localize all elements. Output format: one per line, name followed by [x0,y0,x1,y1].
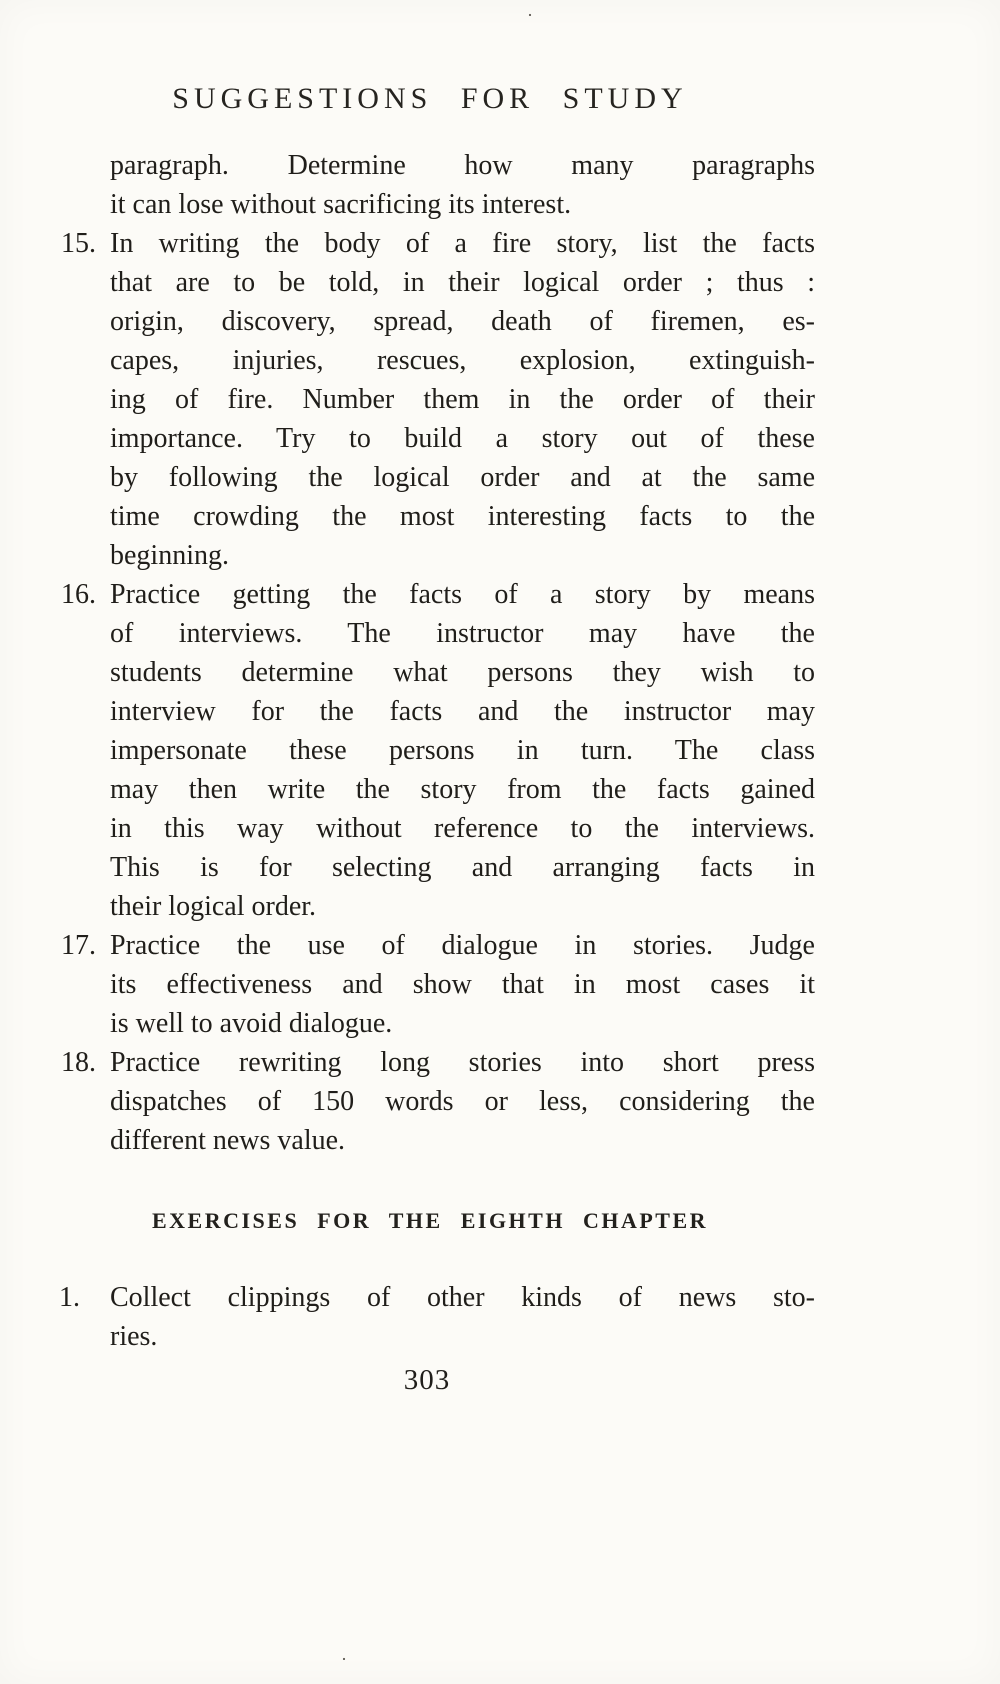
exercises-list [45,1278,815,1356]
item-number: 1. [59,1282,80,1313]
text-line: that are to be told, in their logical order ; thus : [110,267,815,298]
list-item [45,146,815,224]
text-line: of interviews. The instructor may have the [110,618,815,649]
list-item [45,926,815,1043]
text-line: importance. Try to build a story out of these [110,423,815,454]
text-line: origin, discovery, spread, death of firemen, es- [110,306,815,337]
text-line: interview for the facts and the instructor may [110,696,815,727]
text-line: is well to avoid dialogue. [110,1008,393,1039]
item-text [110,224,815,575]
text-line: capes, injuries, rescues, explosion, extinguish- [110,345,815,376]
text-line: paragraph. Determine how many paragraphs [110,150,815,181]
text-line: Practice rewriting long stories into short press [110,1047,815,1078]
text-line: by following the logical order and at the same [110,462,815,493]
text-line: Collect clippings of other kinds of news sto- [110,1282,815,1313]
item-text [110,146,815,224]
item-text [110,926,815,1043]
section-heading: EXERCISES FOR THE EIGHTH CHAPTER [151,1208,709,1233]
scan-artifact-top: · [527,5,533,25]
text-line: impersonate these persons in turn. The class [110,735,815,766]
list-item [45,1278,815,1356]
page-number: 303 [403,1364,451,1396]
item-number: 17. [61,930,96,961]
text-line: it can lose without sacrificing its interest. [110,189,572,220]
text-line: time crowding the most interesting facts to the [110,501,815,532]
text-line: its effectiveness and show that in most cases it [110,969,815,1000]
item-number: 18. [61,1047,96,1078]
page-title: SUGGESTIONS FOR STUDY [172,82,688,115]
text-line: ing of fire. Number them in the order of their [110,384,815,415]
text-line: different news value. [110,1125,346,1156]
list-item [45,575,815,926]
text-line: students determine what persons they wish to [110,657,815,688]
text-line: ries. [110,1321,158,1352]
study-suggestions-list [45,146,815,1160]
item-text [110,575,815,926]
item-text [110,1278,815,1356]
text-line: Practice getting the facts of a story by means [110,579,815,610]
text-line: may then write the story from the facts gained [110,774,815,805]
text-line: This is for selecting and arranging facts in [110,852,815,883]
item-number [45,146,110,224]
item-number: 16. [61,579,96,610]
item-number: 15. [61,228,96,259]
text-line: in this way without reference to the interviews. [110,813,815,844]
scan-artifact-bottom: · [341,1649,347,1669]
list-item [45,1043,815,1160]
text-line: In writing the body of a fire story, list the facts [110,228,815,259]
list-item [45,224,815,575]
text-line: their logical order. [110,891,317,922]
text-line: beginning. [110,540,229,571]
item-text [110,1043,815,1160]
text-line: Practice the use of dialogue in stories. Judge [110,930,815,961]
text-line: dispatches of 150 words or less, considering the [110,1086,815,1117]
